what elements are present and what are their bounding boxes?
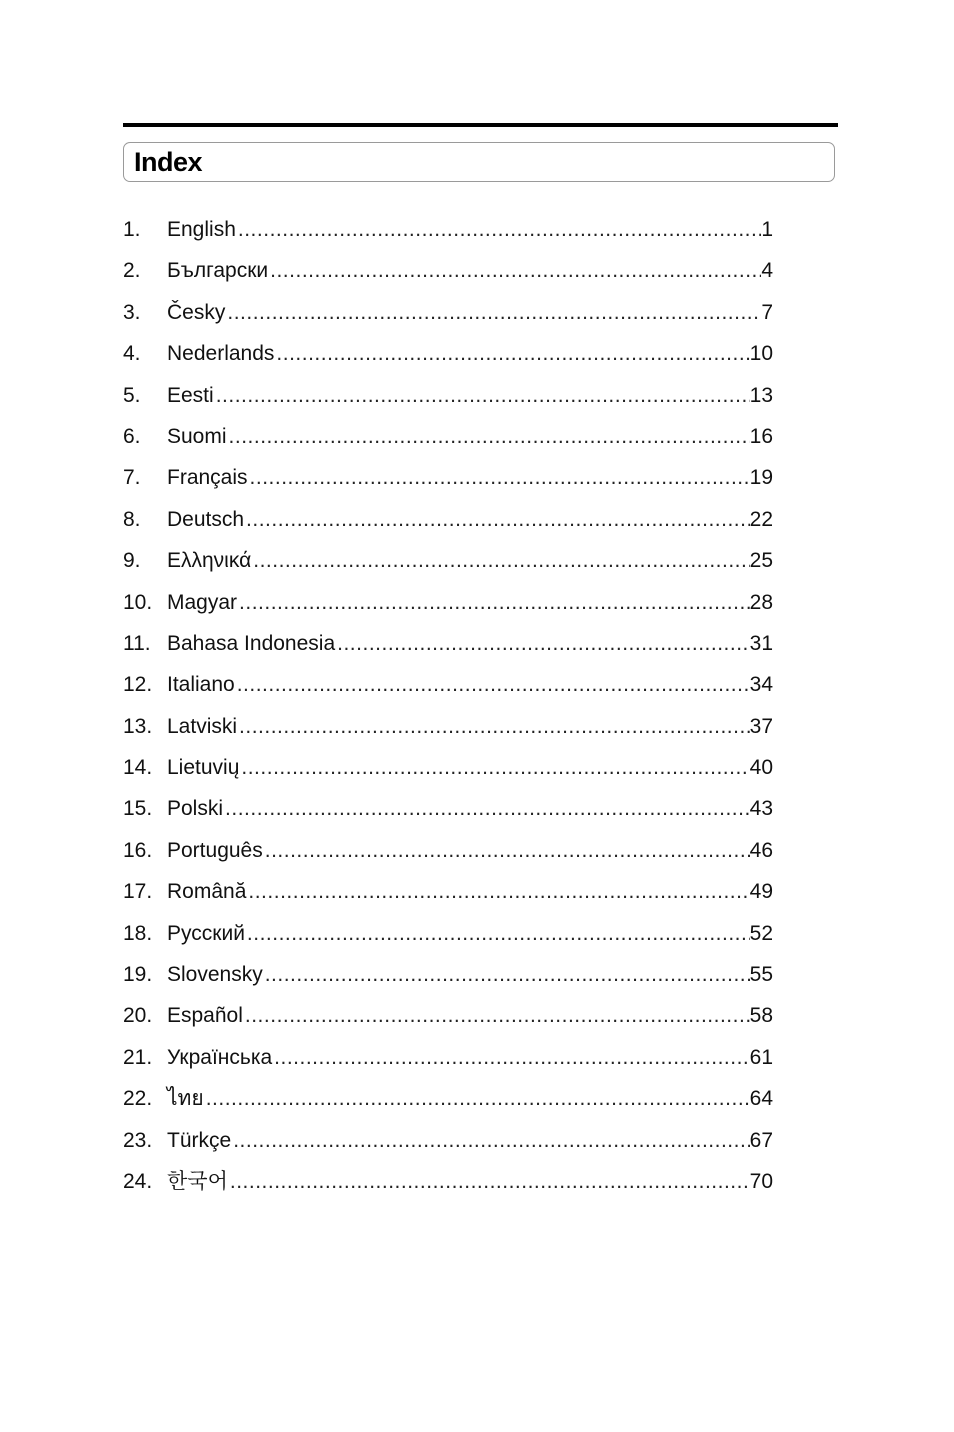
dot-leader [230,1161,750,1202]
index-entry[interactable] [123,540,773,581]
dot-leader [225,788,750,829]
dot-leader [229,416,750,457]
dot-leader [238,209,761,250]
entry-language: Nederlands [167,342,275,366]
entry-number: 17. [123,880,153,904]
index-entry[interactable] [123,995,773,1036]
dot-leader [206,1078,750,1119]
index-entry[interactable] [123,499,773,540]
entry-number: 23. [123,1128,153,1152]
index-entry[interactable] [123,333,773,374]
entry-number: 18. [123,921,153,945]
index-entry[interactable] [123,830,773,871]
index-entry[interactable] [123,457,773,498]
entry-language: Română [167,880,247,904]
entry-language: Español [167,1004,243,1028]
entry-language: English [167,218,236,241]
entry-page-number: 28 [749,590,773,614]
entry-number: 1. [123,218,141,241]
entry-number: 22. [123,1087,153,1111]
entry-number: 15. [123,797,153,821]
dot-leader [253,540,749,581]
entry-page-number: 55 [749,963,773,987]
entry-number: 16. [123,838,153,862]
entry-number: 2. [123,259,141,283]
entry-number: 9. [123,549,141,573]
index-entry[interactable] [123,788,773,829]
entry-page-number: 16 [749,424,773,448]
dot-leader [239,582,750,623]
entry-page-number: 4 [761,259,773,283]
entry-language: Polski [167,797,224,821]
entry-page-number: 52 [749,921,773,945]
dot-leader [337,623,750,664]
entry-language: Türkçe [167,1128,232,1152]
dot-leader [265,830,750,871]
index-entry[interactable] [123,292,773,333]
entry-page-number: 13 [749,383,773,407]
entry-language: Slovensky [167,963,263,987]
entry-number: 13. [123,714,153,738]
dot-leader [241,747,749,788]
entry-language: Suomi [167,424,227,448]
dot-leader [245,995,750,1036]
entry-page-number: 67 [749,1128,773,1152]
dot-leader [250,457,750,498]
entry-language: Русский [167,921,245,945]
index-entry[interactable] [123,664,773,705]
entry-page-number: 37 [749,714,773,738]
index-entry[interactable] [123,1120,773,1161]
entry-number: 19. [123,963,153,987]
entry-page-number: 61 [749,1045,773,1069]
entry-page-number: 1 [761,218,773,241]
index-entry[interactable] [123,871,773,912]
entry-number: 7. [123,466,141,490]
entry-page-number: 22 [749,507,773,531]
dot-leader [265,954,750,995]
index-entry[interactable] [123,209,773,250]
entry-language: Deutsch [167,507,245,531]
title-box [123,142,835,182]
dot-leader [247,913,750,954]
entry-page-number: 46 [749,838,773,862]
entry-number: 10. [123,590,153,614]
entry-number: 24. [123,1169,153,1193]
dot-leader [276,333,749,374]
entry-language: Français [167,466,248,490]
index-entry[interactable] [123,623,773,664]
entry-language: ไทย [167,1087,204,1111]
index-entry[interactable] [123,416,773,457]
entry-number: 5. [123,383,141,407]
entry-number: 14. [123,756,153,780]
entry-number: 12. [123,673,153,697]
entry-language: Česky [167,300,226,324]
index-entry[interactable] [123,913,773,954]
entry-number: 20. [123,1004,153,1028]
dot-leader [274,1037,749,1078]
entry-language: Italiano [167,673,235,697]
index-entry[interactable] [123,582,773,623]
entry-page-number: 58 [749,1004,773,1028]
entry-language: Magyar [167,590,238,614]
entry-language: Eesti [167,383,214,407]
entry-page-number: 31 [749,631,773,655]
dot-leader [216,375,750,416]
index-entry[interactable] [123,250,773,291]
entry-page-number: 7 [761,300,773,324]
index-entry[interactable] [123,954,773,995]
dot-leader [246,499,750,540]
entry-language: Українська [167,1045,273,1069]
page-title: Index [134,147,203,177]
entry-number: 8. [123,507,141,531]
entry-page-number: 70 [749,1169,773,1193]
index-entry[interactable] [123,1161,773,1202]
entry-language: Lietuvių [167,756,240,780]
entry-number: 4. [123,342,141,366]
index-entry[interactable] [123,706,773,747]
entry-language: Português [167,838,263,862]
entry-language: Ελληνικά [167,549,252,573]
entry-page-number: 49 [749,880,773,904]
dot-leader [237,664,750,705]
entry-number: 11. [123,631,151,655]
dot-leader [227,292,761,333]
entry-page-number: 64 [749,1087,773,1111]
entry-language: 한국어 [167,1169,228,1193]
entry-language: Български [167,259,269,283]
entry-language: Latviski [167,714,238,738]
index-entry[interactable] [123,1078,773,1119]
index-entry[interactable] [123,1037,773,1078]
dot-leader [270,250,761,291]
entry-language: Bahasa Indonesia [167,631,336,655]
index-list [123,209,773,1202]
index-entry[interactable] [123,375,773,416]
entry-number: 6. [123,424,141,448]
entry-page-number: 10 [749,342,773,366]
entry-number: 21. [123,1045,153,1069]
entry-number: 3. [123,300,141,324]
entry-page-number: 40 [749,756,773,780]
index-entry[interactable] [123,747,773,788]
top-rule [123,123,838,127]
entry-page-number: 43 [749,797,773,821]
dot-leader [239,706,750,747]
dot-leader [248,871,749,912]
dot-leader [233,1120,749,1161]
entry-page-number: 19 [749,466,773,490]
entry-page-number: 34 [749,673,773,697]
entry-page-number: 25 [749,549,773,573]
